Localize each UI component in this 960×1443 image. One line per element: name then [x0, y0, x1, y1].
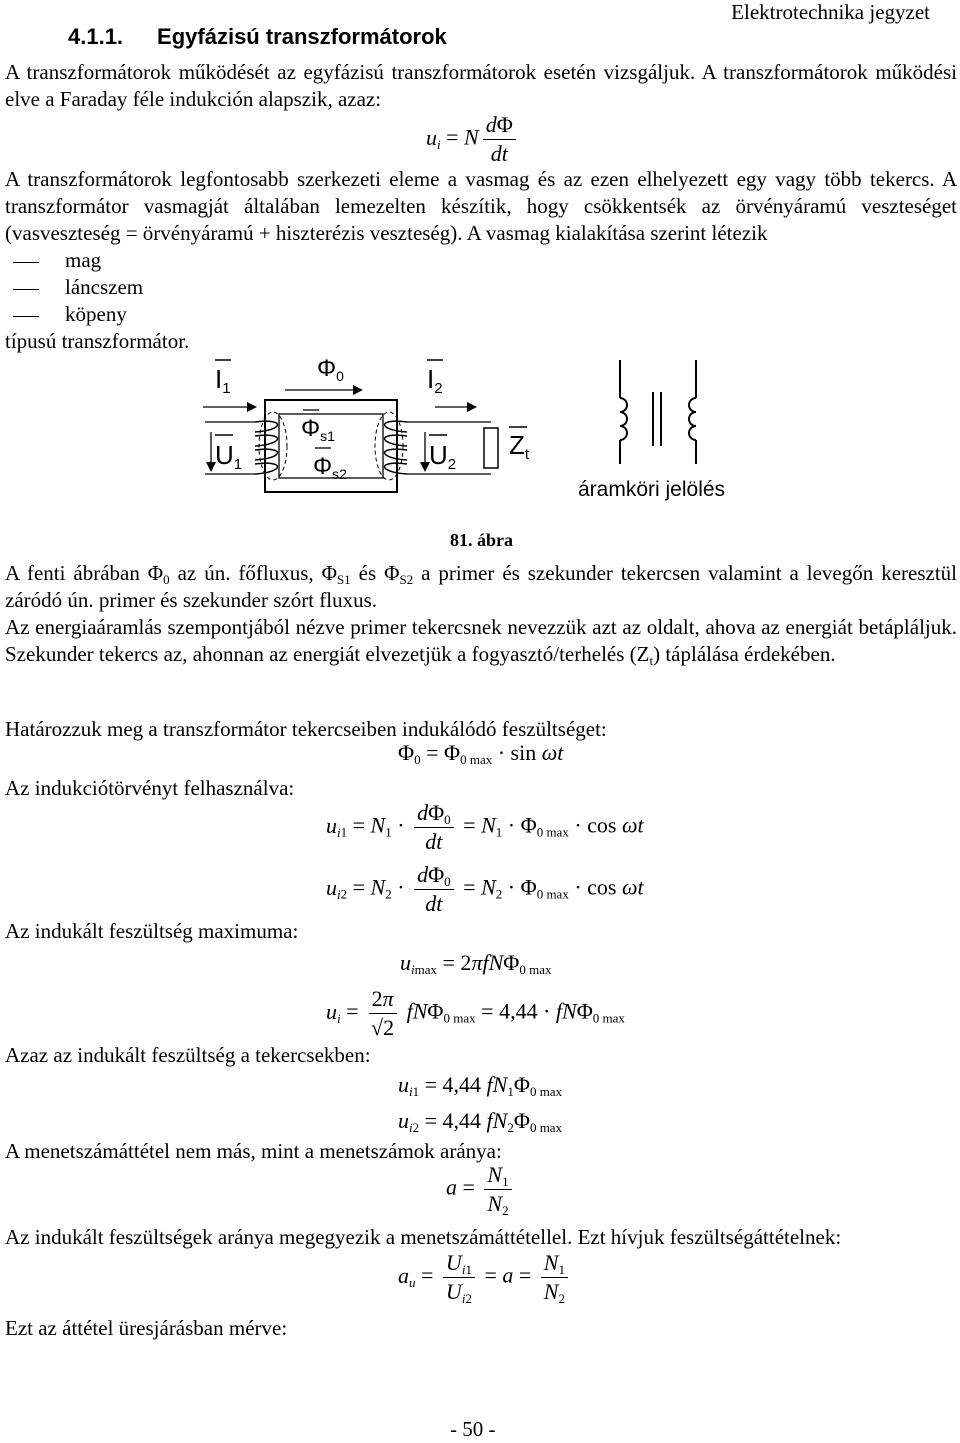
paragraph-type: típusú transzformátor. [5, 329, 190, 353]
formula-ui2-444: $u_{i2} = 4,44$ $fN_2\Phi_{0 max}$ [398, 1108, 563, 1135]
paragraph-primary-secondary: Az energiaáramlás szempontjából nézve primer tekercsnek nevezzük azt az oldalt, ahova az energiát betápláljuk. Szekunder tekercs az, ahonnan az energiát elvezetjük a fogyasztó/terhelés $(Z_t)$ táplálása érdekében. [5, 615, 957, 668]
transformer-symbol [570, 352, 770, 502]
section-number: 4.1.1. [68, 24, 124, 49]
list-item: mag [5, 247, 143, 274]
list-item: láncszem [5, 274, 143, 301]
formula-voltage-ratio: $a_u$ = $\frac{U_{i1}}{U_{i2}}$ = a = $\frac{N_1}{N_2}$ [398, 1250, 572, 1305]
paragraph-intro: A transzformátorok működését az egyfázisú transzformátorok esetén vizsgáljuk. A transzformátorok működési elve a Faraday féle indukción alapszik, azaz: [5, 60, 957, 111]
paragraph-voltage-ratio: Az indukált feszültségek aránya megegyezik a menetszámáttétellel. Ezt hívjuk feszültségáttételnek: [5, 1225, 842, 1249]
figure-caption: 81. ábra [450, 530, 513, 550]
formula-turns-ratio: a = $\frac{N_1}{N_2}$ [446, 1162, 516, 1217]
formula-ui2: $u_{i2} = N_2$ · $\frac{d\Phi_0}{dt}$ = $N_2 \cdot \Phi_{0 max} \cdot \cos \omega t$ [326, 862, 644, 916]
formula-ui-effective: $u_i$ = $\frac{2\pi}{√2}$ fNΦ$_{0 max}$ = 4,44 · fNΦ$_{0 max}$ [326, 986, 625, 1040]
label-U1: U1 [215, 440, 243, 473]
formula-faraday: $u_i = N$ $\frac{d\Phi}{dt}$ [426, 112, 520, 167]
list-item: köpeny [5, 301, 143, 328]
transformer-diagram [195, 352, 535, 512]
paragraph-core: A transzformátorok legfontosabb szerkezeti eleme a vasmag és az ezen elhelyezett egy vagy több tekercs. A transzformátor vasmagját általában lemezelten készítik, hogy csökkentsék az örvényáramú veszteséget (vasveszteség = örvényáramú + hiszterézis veszteség). A vasmag kialakítása szerint létezik [5, 167, 957, 245]
paragraph-determine: Határozzuk meg a transzformátor tekercseiben indukálódó feszültséget: [5, 717, 607, 741]
formula-ui1-444: $u_{i1} = 4,44$ $fN_1\Phi_{0 max}$ [398, 1072, 563, 1099]
page-number: - 50 - [450, 1417, 496, 1441]
label-Zt: Zt [509, 430, 530, 463]
paragraph-flux: A fenti ábrában $\Phi_0$ az ún. főfluxus, $\Phi_{S1}$ és $\Phi_{S2}$ a primer és szekunder tekercsen valamint a levegőn keresztül záródó ún. primer és szekunder szórt fluxus. [5, 561, 958, 612]
paragraph-turns-ratio: A menetszámáttétel nem más, mint a menetszámok aránya: [5, 1139, 502, 1163]
label-I2: I2 [427, 364, 443, 397]
formula-ui1: $u_{i1} = N_1$ · $\frac{d\Phi_0}{dt}$ = $N_1 \cdot \Phi_{0 max} \cdot \cos \omega t$ [326, 800, 644, 854]
running-header: Elektrotechnika jegyzet [731, 0, 930, 24]
label-phi0: $\Phi_0$ [317, 355, 344, 384]
label-I1: I1 [215, 364, 231, 397]
paragraph-induced-coils: Azaz az indukált feszültség a tekercsekben: [5, 1043, 371, 1067]
section-heading [68, 24, 447, 50]
label-phis1: $\Phi_{s1}$ [301, 415, 335, 444]
paragraph-maximum: Az indukált feszültség maximuma: [5, 919, 299, 943]
paragraph-induction-law: Az indukciótörvényt felhasználva: [5, 776, 295, 800]
symbol-caption: áramköri jelölés [578, 478, 726, 501]
section-title: Egyfázisú transzformátorok [157, 24, 447, 49]
formula-flux-sine: $\Phi_0 = \Phi_{0 max} \cdot \sin \omega t$ [398, 740, 564, 767]
core-type-list [5, 247, 143, 328]
label-phis2: $\Phi_{s2}$ [313, 453, 347, 482]
formula-uimax: $u_{imax} = 2\pi fN\Phi_{0 max}$ [400, 950, 552, 977]
paragraph-no-load: Ezt az áttétel üresjárásban mérve: [5, 1316, 288, 1340]
label-U2: U2 [429, 440, 457, 473]
